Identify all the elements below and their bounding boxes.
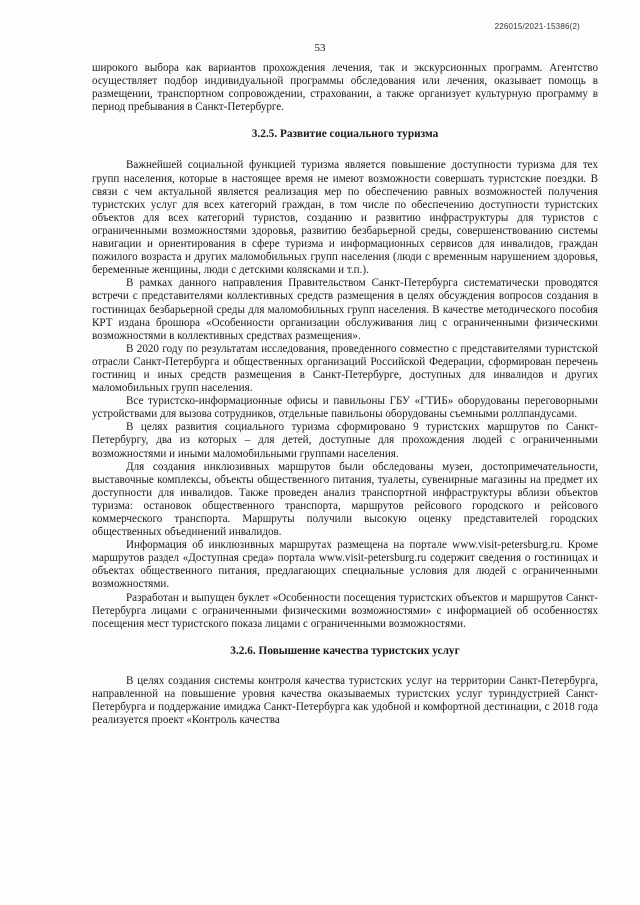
paragraph: В 2020 году по результатам исследования, проведенного совместно с представителями туристской отрасли Санкт-Петербурга и общественных организаций Российской Федерации, сформирован перечень гостиниц и иных средств размещения в Санкт-Петербурге, доступных для инвалидов и других маломобильных групп населения. [92, 342, 598, 395]
paragraph: Для создания инклюзивных маршрутов были обследованы музеи, достопримечательности, выставочные комплексы, объекты общественного питания, туалеты, сувенирные магазины на предмет их доступности для инвалидов. Также проведен анализ транспортной инфраструктуры вблизи объектов туризма: остановок общественного транспорта, маршрутов рейсового городского и рейсового коммерческого транспорта. Маршруты получили высокую оценку представителей городских общественных объединений инвалидов. [92, 460, 598, 539]
paragraph: Разработан и выпущен буклет «Особенности посещения туристских объектов и маршрутов Санкт-Петербурга лицами с ограниченными физическими возможностями» с информацией об особенностях посещения мест туристского показа лицами с ограниченными возможностями. [92, 591, 598, 630]
paragraph: Важнейшей социальной функцией туризма является повышение доступности туризма для тех групп населения, которые в настоящее время не имеют возможности совершать туристские поездки. В связи с чем актуальной является реализация мер по обеспечению равных возможностей получения туристских услуг для всех категорий граждан, в том числе по обеспечению доступности туристских объектов для всех категорий туристов, созданию и развитию инфраструктуры для туристов с ограниченными возможностями здоровья, развитию безбарьерной среды, совершенствованию системы навигации и ориентирования в сфере туризма и информационных сервисов для инвалидов, граждан пожилого возраста и других маломобильных групп населения (люди с временным нарушением здоровья, беременные женщины, люди с детскими колясками и т.п.). [92, 159, 598, 277]
section-heading: 3.2.5. Развитие социального туризма [251, 128, 439, 141]
paragraph: В целях развития социального туризма сформировано 9 туристских маршрутов по Санкт-Петербургу, два из которых – для детей, доступные для прохождения людей с ограниченными возможностями и иными маломобильными группами населения. [92, 421, 598, 460]
paragraph: В рамках данного направления Правительством Санкт-Петербурга систематически проводятся встречи с представителями коллективных средств размещения в целях обсуждения вопросов создания в гостиницах безбарьерной среды для маломобильных групп населения. В качестве методического пособия КРТ издана брошюра «Особенности организации обслуживания лиц с ограниченными физическими возможностями в коллективных средствах размещения». [92, 277, 598, 342]
document-id: 226015/2021-15386(2) [494, 22, 580, 31]
page-number: 53 [314, 42, 326, 54]
paragraph: Информация об инклюзивных маршрутах размещена на портале www.visit-petersburg.ru. Кроме маршрутов раздел «Доступная среда» портала www.visit-petersburg.ru содержит сведения о гостиницах и объектах общественного питания, предлагающих специальные условия для людей с ограниченными возможностями. [92, 539, 598, 591]
paragraph: широкого выбора как вариантов прохождения лечения, так и экскурсионных программ. Агентство осуществляет подбор индивидуальной программы обследования или лечения, оказывает помощь в размещении, транспортном сопровождении, страховании, а также организует культурную программу в период пребывания в Санкт-Петербурге. [92, 62, 598, 114]
paragraph: В целях создания системы контроля качества туристских услуг на территории Санкт-Петербурга, направленной на повышение уровня качества оказываемых туристских услуг туриндустрией Санкт-Петербурга и поддержание имиджа Санкт-Петербурга как удобной и комфортной дестинации, с 2018 года реализуется проект «Контроль качества [92, 674, 598, 727]
section-heading: 3.2.6. Повышение качества туристских услуг [230, 644, 460, 657]
page-content [92, 62, 598, 727]
paragraph: Все туристско-информационные офисы и павильоны ГБУ «ГТИБ» оборудованы переговорными устройствами для вызова сотрудников, отдельные павильоны оборудованы съемными роллпандусами. [92, 395, 598, 421]
